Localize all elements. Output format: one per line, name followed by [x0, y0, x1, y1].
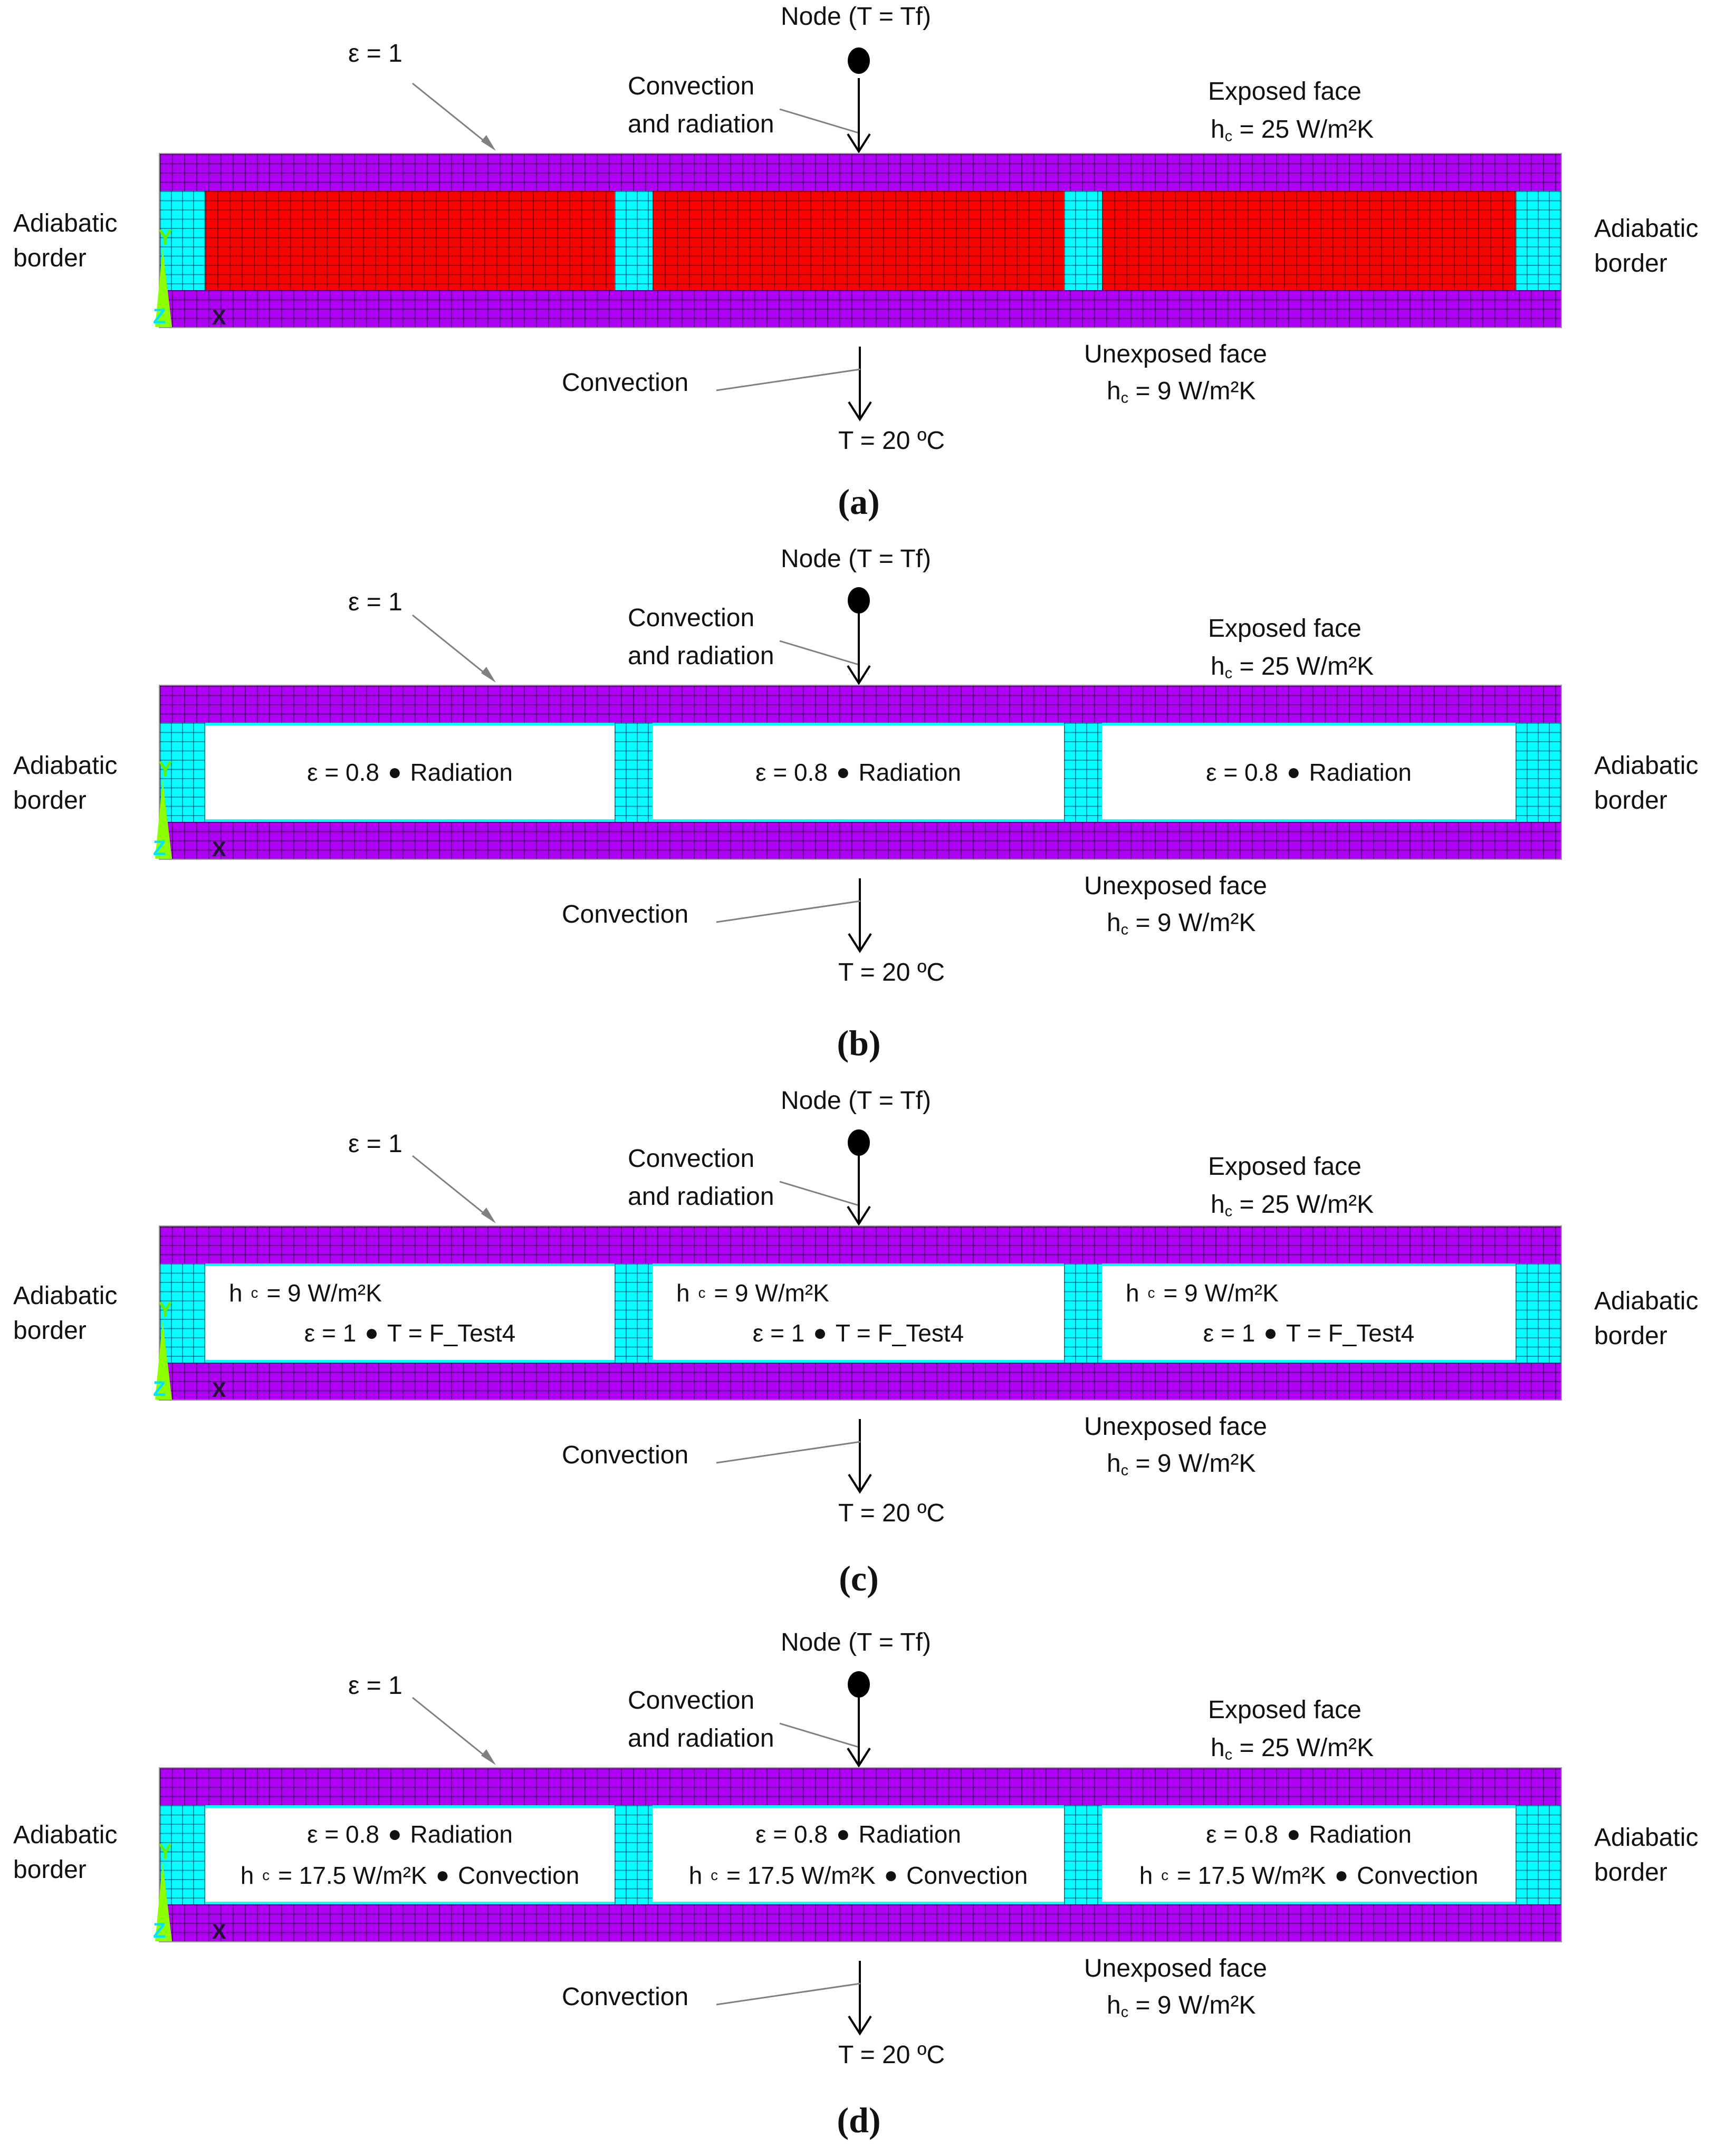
cavity-hc-annotation [653, 1279, 1064, 1307]
cavity-hc-value: = 17.5 W/m²K [1177, 1862, 1326, 1889]
axis-z-label: Z [153, 837, 166, 860]
cavity-radiation-label: Radiation [1309, 759, 1412, 786]
hc-value: = 25 W/m²K [1232, 1734, 1374, 1762]
web-mesh [615, 191, 653, 290]
node-dot-icon [848, 1129, 870, 1156]
cavity-annotation [205, 758, 615, 787]
cavity-epsilon: ε = 1 [304, 1319, 357, 1347]
convection-radiation-label-line1: Convection [628, 604, 755, 632]
wall-mesh [160, 1768, 1561, 1941]
h-symbol: h [1211, 653, 1225, 681]
h-subscript: c [1147, 1285, 1155, 1301]
cavity-hc-value: = 9 W/m²K [266, 1279, 382, 1307]
air-cavity [205, 723, 615, 822]
convection-bullet-icon: ● [884, 1862, 898, 1888]
adiabatic-border-left-line2: border [13, 787, 87, 815]
web-mesh [1064, 191, 1102, 290]
h-subscript: c [1120, 1462, 1129, 1479]
cavity-annotation [653, 1319, 1064, 1347]
h-subscript: c [1120, 2004, 1129, 2021]
cavity-epsilon: ε = 0.8 [1206, 759, 1278, 786]
axis-z-label: Z [153, 1377, 166, 1401]
wall-mesh [160, 686, 1561, 859]
axis-x-label: X [212, 838, 226, 861]
unexposed-face-hc-value [1107, 1451, 1255, 1478]
axis-y-label: Y [158, 758, 172, 781]
cavity-radiation-label: Radiation [410, 759, 513, 786]
cavity-epsilon: ε = 1 [1203, 1319, 1255, 1347]
hc-value: = 9 W/m²K [1128, 377, 1256, 405]
cavity-hc-annotation [1102, 1861, 1516, 1890]
h-symbol: h [1107, 1450, 1121, 1478]
radiation-bullet-icon: ● [387, 1821, 402, 1847]
axis-z-label: Z [153, 1919, 166, 1942]
adiabatic-border-right-line2: border [1594, 1858, 1667, 1886]
adiabatic-border-left-line2: border [13, 1317, 87, 1345]
web-mesh [615, 1805, 653, 1904]
cavity-epsilon: ε = 0.8 [755, 759, 828, 786]
exposed-face-hc-value [1211, 117, 1374, 144]
radiation-bullet-icon: ● [836, 1821, 850, 1847]
cavity-convection-label: Convection [1357, 1862, 1479, 1889]
convection-radiation-label-line2: and radiation [628, 642, 774, 670]
temperature-bullet-icon: ● [1263, 1320, 1278, 1346]
adiabatic-border-right-line1: Adiabatic [1594, 752, 1699, 780]
temperature-label: T = 20 ºC [838, 427, 945, 455]
panel-d [0, 1614, 1716, 2156]
unexposed-face-hc-value [1107, 911, 1255, 937]
exposed-face-hc-value [1211, 1192, 1374, 1219]
top-masonry-layer-mesh [160, 1768, 1561, 1805]
adiabatic-border-right-line1: Adiabatic [1594, 1824, 1699, 1852]
cavity-epsilon: ε = 1 [752, 1319, 805, 1347]
axis-x-label: X [212, 1920, 226, 1943]
adiabatic-border-left-line1: Adiabatic [13, 1282, 118, 1310]
h-symbol: h [229, 1279, 243, 1307]
hc-value: = 9 W/m²K [1128, 1450, 1256, 1478]
node-dot-icon [848, 587, 870, 614]
web-mesh [615, 723, 653, 822]
bottom-masonry-layer-mesh [160, 290, 1561, 327]
adiabatic-border-left-line2: border [13, 1856, 87, 1884]
adiabatic-border-left-line2: border [13, 244, 87, 272]
node-dot-icon [848, 47, 870, 74]
hc-value: = 9 W/m²K [1128, 909, 1256, 937]
axis-y-label: Y [158, 1298, 172, 1321]
h-subscript: c [1161, 1867, 1169, 1883]
unexposed-face-hc-value [1107, 1993, 1255, 2020]
panel-b [0, 532, 1716, 1072]
cavity-convection-label: Convection [458, 1862, 580, 1889]
h-symbol: h [1211, 1191, 1225, 1219]
exposed-face-hc-value [1211, 1736, 1374, 1762]
h-symbol: h [1139, 1862, 1153, 1889]
unexposed-face-label: Unexposed face [1084, 872, 1267, 900]
convection-bullet-icon: ● [435, 1862, 450, 1888]
convection-radiation-label-line2: and radiation [628, 1183, 774, 1211]
air-cavity [1102, 1263, 1516, 1363]
adiabatic-border-right-line1: Adiabatic [1594, 1287, 1699, 1315]
convection-label: Convection [562, 1983, 689, 2011]
cavity-hc-value: = 9 W/m²K [714, 1279, 829, 1307]
exposed-face-label: Exposed face [1208, 1696, 1362, 1724]
panel-letter: (b) [837, 1023, 881, 1063]
cavity-hc-value: = 17.5 W/m²K [278, 1862, 427, 1889]
h-subscript: c [1224, 665, 1233, 682]
exposed-face-label: Exposed face [1208, 1153, 1362, 1181]
web-mesh [1064, 1263, 1102, 1363]
convection-label: Convection [562, 900, 689, 928]
axis-y-label: Y [158, 1840, 172, 1863]
web-mesh [615, 1263, 653, 1363]
unexposed-face-label: Unexposed face [1084, 1954, 1267, 1982]
h-subscript: c [251, 1285, 258, 1301]
adiabatic-border-left-line1: Adiabatic [13, 752, 118, 780]
wall-mesh [160, 154, 1561, 327]
cavity-hc-annotation [205, 1279, 615, 1307]
axis-x-label: X [212, 306, 226, 329]
epsilon-label: ε = 1 [348, 1672, 402, 1700]
temperature-label: T = 20 ºC [838, 959, 945, 986]
node-label: Node (T = Tf) [781, 1628, 931, 1656]
convection-radiation-label-line2: and radiation [628, 1724, 774, 1752]
h-subscript: c [1224, 128, 1233, 145]
cavity-temperature-label: T = F_Test4 [1286, 1319, 1415, 1347]
cavity-annotation [205, 1820, 615, 1848]
bottom-masonry-layer-mesh [160, 1904, 1561, 1941]
wall-mesh [160, 1226, 1561, 1400]
hc-value: = 25 W/m²K [1232, 116, 1374, 143]
adiabatic-border-right-line2: border [1594, 1322, 1667, 1350]
hc-value: = 25 W/m²K [1232, 653, 1374, 681]
h-subscript: c [698, 1285, 706, 1301]
web-mesh [1064, 1805, 1102, 1904]
cavity-hc-annotation [205, 1861, 615, 1890]
adiabatic-border-right-line2: border [1594, 250, 1667, 277]
temperature-label: T = 20 ºC [838, 2041, 945, 2069]
radiation-bullet-icon: ● [1286, 759, 1301, 785]
convection-radiation-label-line1: Convection [628, 72, 755, 100]
air-cavity [653, 723, 1064, 822]
adiabatic-border-right-line2: border [1594, 787, 1667, 815]
h-symbol: h [1107, 909, 1121, 937]
cavity-annotation [1102, 1319, 1516, 1347]
web-mesh [1516, 1805, 1561, 1904]
bottom-masonry-layer-mesh [160, 822, 1561, 859]
h-subscript: c [262, 1867, 270, 1883]
panel-a [0, 0, 1716, 532]
cavity-epsilon: ε = 0.8 [1206, 1820, 1278, 1848]
cavity-annotation [653, 1820, 1064, 1848]
h-symbol: h [1107, 1991, 1121, 2019]
node-label: Node (T = Tf) [781, 3, 931, 31]
h-symbol: h [1211, 1734, 1225, 1762]
cavity-annotation [1102, 1820, 1516, 1848]
web-mesh [1516, 723, 1561, 822]
convection-bullet-icon: ● [1334, 1862, 1349, 1888]
cavity-radiation-label: Radiation [1309, 1820, 1412, 1848]
air-cavity [205, 1263, 615, 1363]
panel-letter: (d) [837, 2100, 881, 2140]
cavity-insulation-mesh [653, 191, 1064, 290]
exposed-face-hc-value [1211, 654, 1374, 681]
axis-z-label: Z [153, 305, 166, 328]
cavity-annotation [205, 1319, 615, 1347]
cavity-hc-value: = 9 W/m²K [1163, 1279, 1279, 1307]
exposed-face-label: Exposed face [1208, 615, 1362, 643]
temperature-bullet-icon: ● [365, 1320, 379, 1346]
web-mesh [1516, 191, 1561, 290]
cavity-insulation-mesh [1102, 191, 1516, 290]
h-subscript: c [711, 1867, 718, 1883]
convection-radiation-label-line2: and radiation [628, 110, 774, 138]
cavity-convection-label: Convection [906, 1862, 1028, 1889]
unexposed-face-label: Unexposed face [1084, 1413, 1267, 1441]
cavity-insulation-mesh [205, 191, 615, 290]
temperature-bullet-icon: ● [813, 1320, 827, 1346]
adiabatic-border-left-line1: Adiabatic [13, 1821, 118, 1849]
h-subscript: c [1120, 389, 1129, 407]
epsilon-label: ε = 1 [348, 588, 402, 616]
radiation-bullet-icon: ● [1286, 1821, 1301, 1847]
exposed-face-label: Exposed face [1208, 78, 1362, 106]
adiabatic-border-right-line1: Adiabatic [1594, 215, 1699, 243]
cavity-radiation-label: Radiation [410, 1820, 513, 1848]
air-cavity [1102, 1805, 1516, 1904]
hc-value: = 9 W/m²K [1128, 1991, 1256, 2019]
h-subscript: c [1224, 1746, 1233, 1764]
air-cavity [205, 1805, 615, 1904]
cavity-radiation-label: Radiation [858, 1820, 961, 1848]
cavity-temperature-label: T = F_Test4 [835, 1319, 964, 1347]
h-symbol: h [676, 1279, 690, 1307]
bottom-masonry-layer-mesh [160, 1363, 1561, 1400]
cavity-temperature-label: T = F_Test4 [387, 1319, 516, 1347]
cavity-hc-value: = 17.5 W/m²K [726, 1862, 876, 1889]
epsilon-label: ε = 1 [348, 1130, 402, 1158]
cavity-epsilon: ε = 0.8 [755, 1820, 828, 1848]
air-cavity [653, 1805, 1064, 1904]
unexposed-face-label: Unexposed face [1084, 340, 1267, 368]
h-symbol: h [240, 1862, 254, 1889]
node-dot-icon [848, 1671, 870, 1698]
hc-value: = 25 W/m²K [1232, 1191, 1374, 1219]
h-subscript: c [1120, 921, 1129, 938]
h-symbol: h [1107, 377, 1121, 405]
panel-c [0, 1072, 1716, 1614]
cavity-epsilon: ε = 0.8 [307, 759, 379, 786]
panel-letter: (a) [838, 482, 880, 522]
epsilon-label: ε = 1 [348, 40, 402, 68]
cavity-hc-annotation [1102, 1279, 1516, 1307]
h-symbol: h [1126, 1279, 1139, 1307]
node-label: Node (T = Tf) [781, 545, 931, 573]
h-symbol: h [688, 1862, 703, 1889]
cavity-hc-annotation [653, 1861, 1064, 1890]
convection-label: Convection [562, 369, 689, 397]
h-subscript: c [1224, 1203, 1233, 1220]
node-label: Node (T = Tf) [781, 1087, 931, 1115]
air-cavity [653, 1263, 1064, 1363]
panel-letter: (c) [839, 1558, 879, 1598]
convection-label: Convection [562, 1441, 689, 1469]
h-symbol: h [1211, 116, 1225, 143]
axis-y-label: Y [158, 226, 172, 249]
temperature-label: T = 20 ºC [838, 1499, 945, 1527]
adiabatic-border-left-line1: Adiabatic [13, 209, 118, 237]
top-masonry-layer-mesh [160, 686, 1561, 723]
top-masonry-layer-mesh [160, 154, 1561, 191]
web-mesh [1516, 1263, 1561, 1363]
radiation-bullet-icon: ● [387, 759, 402, 785]
axis-x-label: X [212, 1378, 226, 1402]
cavity-epsilon: ε = 0.8 [307, 1820, 379, 1848]
cavity-radiation-label: Radiation [858, 759, 961, 786]
top-masonry-layer-mesh [160, 1226, 1561, 1263]
radiation-bullet-icon: ● [836, 759, 850, 785]
cavity-annotation [1102, 758, 1516, 787]
air-cavity [1102, 723, 1516, 822]
convection-radiation-label-line1: Convection [628, 1687, 755, 1714]
web-mesh [1064, 723, 1102, 822]
cavity-annotation [653, 758, 1064, 787]
unexposed-face-hc-value [1107, 379, 1255, 406]
convection-radiation-label-line1: Convection [628, 1145, 755, 1173]
